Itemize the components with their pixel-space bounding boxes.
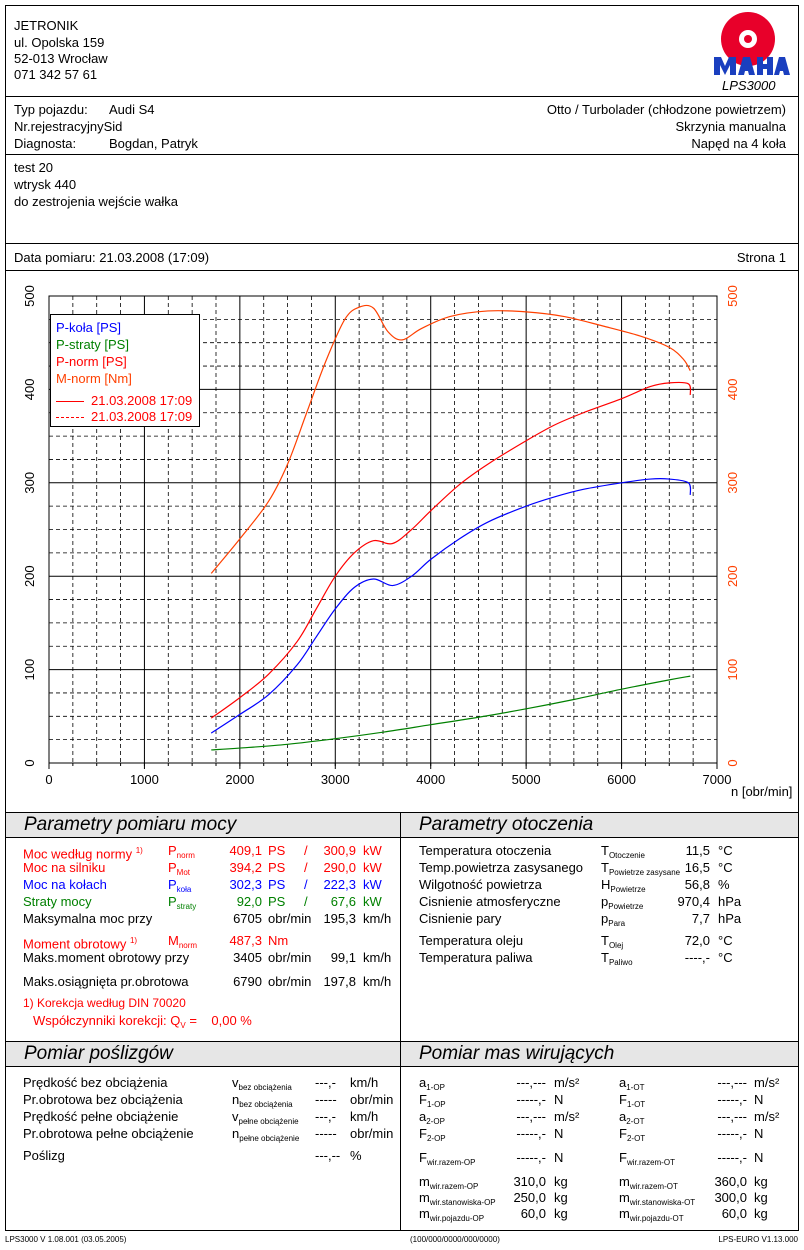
- symbol-subscript: 2-OT: [626, 1117, 645, 1126]
- ambient-row-label: Wilgotność powietrza: [419, 877, 542, 892]
- company-city: 52-013 Wrocław: [14, 51, 108, 66]
- rot-row-symbol: [619, 1174, 678, 1190]
- symbol: M: [168, 933, 179, 948]
- ambient-row-unit: °C: [718, 843, 733, 858]
- logo-model: LPS3000: [722, 78, 776, 93]
- symbol-subscript: straty: [176, 902, 197, 911]
- measurement-date: Data pomiaru: 21.03.2008 (17:09): [14, 250, 210, 265]
- symbol: a: [419, 1109, 427, 1124]
- rot-row-value: ---,---: [516, 1075, 546, 1090]
- symbol-subscript: 1-OT: [626, 1083, 645, 1092]
- symbol: m: [419, 1190, 430, 1205]
- divider: [5, 270, 799, 271]
- slip-row-value: -----: [315, 1092, 337, 1107]
- series-line-1: [211, 676, 690, 750]
- max-torque-rpm: 3405: [233, 950, 262, 965]
- slip-unit: %: [350, 1148, 362, 1163]
- company-name: JETRONIK: [14, 18, 79, 33]
- max-rpm-speed-unit: km/h: [363, 974, 392, 989]
- footnote-mark: 1): [135, 846, 143, 855]
- rot-row-unit: m/s²: [554, 1075, 580, 1090]
- slip-row-unit: obr/min: [350, 1092, 394, 1107]
- ambient-row-unit: °C: [718, 860, 733, 875]
- power-row-sep: /: [304, 843, 308, 858]
- legend-run: 21.03.2008 17:09: [91, 409, 193, 424]
- ambient-row-value: 72,0: [684, 933, 710, 948]
- power-row-unit2: kW: [363, 843, 382, 858]
- symbol: n: [232, 1126, 240, 1141]
- slip-row-label: Pr.obrotowa pełne obciążenie: [23, 1126, 194, 1141]
- series-line-3: [211, 305, 690, 573]
- slip-row-unit: km/h: [350, 1075, 379, 1090]
- divider: [5, 243, 799, 244]
- rot-row-unit: kg: [754, 1206, 768, 1221]
- rot-row-value: 60,0: [520, 1206, 546, 1221]
- ambient-row-value: 970,4: [677, 894, 710, 909]
- symbol-subscript: 2-OT: [626, 1134, 646, 1143]
- note-line: test 20: [14, 160, 54, 175]
- footnote-mark: 1): [129, 936, 138, 945]
- rot-row-value: 60,0: [721, 1206, 747, 1221]
- slip-title: Pomiar poślizgów: [6, 1042, 400, 1067]
- power-row-symbol: [168, 877, 191, 893]
- power-row-sep: /: [304, 894, 308, 909]
- rot-row-symbol: [619, 1109, 644, 1125]
- symbol: a: [419, 1075, 427, 1090]
- y-right-tick-label: 500: [725, 285, 740, 307]
- symbol: T: [601, 933, 609, 948]
- max-rpm-speed: 197,8: [323, 974, 356, 989]
- rot-row-value: ---,---: [717, 1109, 747, 1124]
- symbol-subscript: norm: [176, 851, 195, 860]
- rot-row-unit: N: [554, 1150, 564, 1165]
- rot-row-value: -----,-: [516, 1150, 546, 1165]
- symbol-subscript: bez obciążenia: [238, 1083, 292, 1092]
- rot-row-unit: kg: [754, 1174, 768, 1189]
- slip-row-label: Prędkość pełne obciążenie: [23, 1109, 179, 1124]
- rot-row-value: 310,0: [513, 1174, 546, 1189]
- symbol: F: [419, 1092, 427, 1107]
- symbol: a: [619, 1109, 627, 1124]
- ambient-row-symbol: [601, 950, 633, 966]
- ambient-row-symbol: [601, 894, 643, 910]
- legend-dashed-line: [56, 417, 84, 418]
- drive-type: Napęd na 4 koła: [691, 136, 786, 151]
- ambient-row-label: Cisnienie atmosferyczne: [419, 894, 561, 909]
- y-right-tick-label: 300: [725, 471, 740, 494]
- symbol-subscript: pełne obciążenie: [239, 1134, 300, 1143]
- symbol-subscript: wir.razem-OP: [426, 1158, 476, 1167]
- power-row-symbol: [168, 860, 190, 876]
- ambient-row-value: 56,8: [684, 877, 710, 892]
- max-rpm-label: Maks.osiągnięta pr.obrotowa: [23, 974, 189, 989]
- ambient-row-unit: hPa: [718, 894, 742, 909]
- symbol-subscript: Mot: [176, 868, 191, 877]
- series-line-2: [211, 382, 690, 718]
- power-row-unit2: kW: [363, 860, 382, 875]
- divider: [400, 812, 401, 1230]
- symbol-subscript: norm: [178, 941, 198, 950]
- power-row-sep: /: [304, 860, 308, 875]
- power-row-value1: 92,0: [236, 894, 262, 909]
- symbol-subscript: pełne obciążenie: [238, 1117, 299, 1126]
- vehicle-reg-label: [14, 119, 122, 135]
- rot-row-symbol: [619, 1092, 645, 1108]
- company-street: ul. Opolska 159: [14, 35, 105, 50]
- value-text: = 0,00 %: [185, 1013, 252, 1028]
- rot-row-symbol: [619, 1150, 675, 1166]
- rot-row-unit: kg: [754, 1190, 768, 1205]
- power-row-value2: 300,9: [323, 843, 356, 858]
- slip-row-value: ---,-: [315, 1075, 336, 1090]
- rot-row-symbol: [619, 1190, 695, 1206]
- slip-row-symbol: [232, 1109, 299, 1125]
- slip-value: ---,--: [315, 1148, 341, 1163]
- ambient-row-label: Temperatura paliwa: [419, 950, 533, 965]
- rot-row-value: 250,0: [513, 1190, 546, 1205]
- rot-row-symbol: [419, 1206, 484, 1222]
- symbol: P: [168, 894, 177, 909]
- symbol: m: [419, 1206, 430, 1221]
- symbol-subscript: wir.stanowiska-OT: [629, 1198, 696, 1207]
- power-row-value2: 222,3: [323, 877, 356, 892]
- symbol: F: [619, 1126, 627, 1141]
- gearbox-type: Skrzynia manualna: [675, 119, 786, 134]
- rot-row-unit: m/s²: [554, 1109, 580, 1124]
- ambient-title: Parametry otoczenia: [401, 813, 798, 838]
- footer-center: (100/000/0000/000/0000): [410, 1235, 500, 1244]
- power-row-unit2: kW: [363, 894, 382, 909]
- power-row-value1: 394,2: [229, 860, 262, 875]
- slip-row-value: -----: [315, 1126, 337, 1141]
- max-rpm-value: 6790: [233, 974, 262, 989]
- divider: [5, 154, 799, 155]
- power-row-unit2: kW: [363, 877, 382, 892]
- footer-right: LPS-EURO V1.13.000: [718, 1235, 798, 1244]
- torque-unit: Nm: [268, 933, 289, 948]
- slip-row-label: Prędkość bez obciążenia: [23, 1075, 168, 1090]
- y-left-tick-label: 200: [22, 565, 37, 588]
- power-row-unit1: PS: [268, 877, 286, 892]
- rot-row-unit: N: [554, 1092, 564, 1107]
- slip-row-value: ---,-: [315, 1109, 336, 1124]
- symbol-subscript: V: [180, 1021, 186, 1030]
- rot-row-symbol: [419, 1075, 445, 1091]
- y-left-tick-label: 0: [22, 759, 37, 767]
- power-row-value1: 302,3: [229, 877, 262, 892]
- rot-row-unit: m/s²: [754, 1109, 780, 1124]
- rot-row-unit: m/s²: [754, 1075, 780, 1090]
- ambient-row-unit: °C: [718, 950, 733, 965]
- ambient-row-symbol: [601, 843, 645, 859]
- symbol: T: [601, 950, 609, 965]
- symbol: F: [419, 1150, 427, 1165]
- x-tick-label: 1000: [129, 772, 159, 787]
- rot-row-value: -----,-: [717, 1126, 747, 1141]
- y-left-tick-label: 300: [22, 471, 37, 494]
- rot-row-value: ---,---: [516, 1109, 546, 1124]
- ambient-row-value: 7,7: [691, 911, 710, 926]
- symbol: T: [601, 843, 609, 858]
- power-row-label: [23, 877, 107, 893]
- max-torque-speed-unit: km/h: [363, 950, 392, 965]
- company-phone: 071 342 57 61: [14, 67, 98, 82]
- symbol: m: [619, 1174, 630, 1189]
- slip-row-label: Pr.obrotowa bez obciążenia: [23, 1092, 183, 1107]
- vehicle-type-label: Typ pojazdu:: [14, 102, 88, 117]
- x-tick-label: 3000: [320, 772, 350, 787]
- correction-note: 1) Korekcja według DIN 70020: [23, 996, 186, 1010]
- power-row-unit1: PS: [268, 894, 286, 909]
- symbol-subscript: bez obciążenia: [239, 1100, 293, 1109]
- reg-value-text: Sid: [103, 119, 123, 134]
- slip-row-symbol: [232, 1075, 292, 1091]
- power-row-symbol: [168, 894, 196, 910]
- power-row-value2: 195,3: [323, 911, 356, 926]
- rot-row-symbol: [619, 1126, 645, 1142]
- torque-symbol: [168, 933, 197, 949]
- torque-value: 487,3: [229, 933, 262, 948]
- x-axis-label: n [obr/min]: [731, 784, 793, 799]
- slip-row-symbol: [232, 1092, 293, 1108]
- y-right-tick-label: 100: [725, 658, 740, 681]
- legend-run: 21.03.2008 17:09: [91, 393, 193, 408]
- legend-entry: M-norm [Nm]: [56, 371, 132, 386]
- power-row-unit2: km/h: [363, 911, 392, 926]
- ambient-row-label: Temp.powietrza zasysanego: [419, 860, 584, 875]
- rot-row-value: -----,-: [717, 1150, 747, 1165]
- ambient-row-value: ----,-: [684, 950, 710, 965]
- symbol: H: [601, 877, 611, 892]
- engine-type: Otto / Turbolader (chłodzone powietrzem): [546, 102, 786, 117]
- symbol-subscript: Paliwo: [608, 958, 633, 967]
- note-line: wtrysk 440: [14, 177, 77, 192]
- footer-left: LPS3000 V 1.08.001 (03.05.2005): [5, 1235, 127, 1244]
- label-text: Moment obrotowy: [23, 936, 127, 952]
- chart-legend: [50, 314, 200, 427]
- legend-entry: P-norm [PS]: [56, 354, 127, 369]
- symbol-subscript: wir.razem-OT: [626, 1158, 675, 1167]
- x-tick-label: 7000: [702, 772, 732, 787]
- rot-row-unit: N: [754, 1092, 764, 1107]
- label-text: Straty mocy: [23, 894, 92, 909]
- x-tick-label: 6000: [607, 772, 637, 787]
- reg-label-text: Nr.rejestracyjny: [14, 119, 104, 134]
- page-number: Strona 1: [736, 250, 786, 265]
- max-torque-label: Maks.moment obrotowy przy: [23, 950, 190, 965]
- symbol-subscript: Powietrze zasysane: [608, 868, 681, 877]
- power-row-label: [23, 911, 152, 927]
- symbol: n: [232, 1092, 240, 1107]
- symbol: P: [168, 877, 177, 892]
- correction-factor: [33, 1013, 252, 1029]
- rot-row-unit: N: [754, 1126, 764, 1141]
- label-text: Maksymalna moc przy: [23, 911, 153, 926]
- power-row-label: [23, 860, 105, 876]
- note-line: do zestrojenia wejście wałka: [14, 194, 179, 209]
- rot-row-symbol: [419, 1190, 496, 1206]
- symbol-subscript: Powietrze: [608, 902, 644, 911]
- power-row-value1: 409,1: [229, 843, 262, 858]
- power-row-unit1: PS: [268, 860, 286, 875]
- rot-row-value: -----,-: [516, 1092, 546, 1107]
- label-text: Moc na kołach: [23, 877, 107, 892]
- symbol: m: [619, 1190, 630, 1205]
- ambient-row-symbol: [601, 911, 625, 927]
- power-params-title: Parametry pomiaru mocy: [6, 813, 400, 838]
- ambient-row-symbol: [601, 877, 646, 893]
- ambient-row-symbol: [601, 933, 623, 949]
- symbol-subscript: wir.pojazdu-OT: [629, 1214, 684, 1223]
- rot-row-value: 300,0: [714, 1190, 747, 1205]
- x-tick-label: 4000: [416, 772, 446, 787]
- max-torque-speed: 99,1: [330, 950, 356, 965]
- power-row-value1: 6705: [233, 911, 262, 926]
- label-text: Współczynniki korekcji: Q: [33, 1013, 181, 1028]
- power-row-label: [23, 894, 92, 910]
- y-right-tick-label: 400: [725, 378, 740, 401]
- ambient-row-value: 16,5: [684, 860, 710, 875]
- ambient-row-symbol: [601, 860, 680, 876]
- legend-entry: P-straty [PS]: [56, 337, 129, 352]
- symbol-subscript: 1-OP: [426, 1083, 445, 1092]
- max-rpm-unit: obr/min: [268, 974, 312, 989]
- symbol-subscript: wir.pojazdu-OP: [429, 1214, 485, 1223]
- power-row-unit1: obr/min: [268, 911, 312, 926]
- symbol: P: [168, 860, 177, 875]
- vehicle-type-value: Audi S4: [109, 102, 155, 117]
- symbol-subscript: wir.stanowiska-OP: [429, 1198, 496, 1207]
- symbol: a: [619, 1075, 627, 1090]
- symbol: F: [619, 1092, 627, 1107]
- rot-row-unit: N: [554, 1126, 564, 1141]
- ambient-row-unit: %: [718, 877, 730, 892]
- symbol: T: [601, 860, 609, 875]
- legend-entry: P-koła [PS]: [56, 320, 122, 335]
- diag-label: Diagnosta:: [14, 136, 77, 151]
- x-tick-label: 5000: [511, 772, 541, 787]
- symbol-subscript: Para: [608, 919, 626, 928]
- slip-row-unit: obr/min: [350, 1126, 394, 1141]
- ambient-row-unit: °C: [718, 933, 733, 948]
- rot-row-symbol: [419, 1092, 446, 1108]
- series-line-0: [211, 479, 690, 734]
- symbol: F: [619, 1150, 627, 1165]
- symbol-subscript: 1-OP: [426, 1100, 446, 1109]
- symbol: m: [619, 1206, 630, 1221]
- legend-solid-line: [56, 401, 84, 402]
- ambient-row-label: Temperatura oleju: [419, 933, 524, 948]
- y-right-tick-label: 0: [725, 759, 740, 767]
- divider: [5, 96, 799, 97]
- rot-row-value: -----,-: [717, 1092, 747, 1107]
- symbol-subscript: Otoczenie: [608, 851, 645, 860]
- label-text: Moc na silniku: [23, 860, 106, 875]
- y-left-tick-label: 400: [22, 378, 37, 401]
- rot-row-symbol: [419, 1126, 446, 1142]
- slip-row-unit: km/h: [350, 1109, 379, 1124]
- symbol: P: [168, 843, 177, 858]
- slip-row-symbol: [232, 1126, 299, 1142]
- rotating-title: Pomiar mas wirujących: [401, 1042, 798, 1067]
- symbol: F: [419, 1126, 427, 1141]
- ambient-row-label: Temperatura otoczenia: [419, 843, 552, 858]
- power-row-sep: /: [304, 877, 308, 892]
- ambient-row-unit: hPa: [718, 911, 742, 926]
- symbol: p: [601, 911, 609, 926]
- rot-row-unit: kg: [554, 1206, 568, 1221]
- rot-row-symbol: [619, 1075, 644, 1091]
- symbol-subscript: wir.razem-OP: [429, 1182, 479, 1191]
- y-left-tick-label: 100: [22, 658, 37, 681]
- power-row-unit1: PS: [268, 843, 286, 858]
- rot-row-symbol: [419, 1174, 478, 1190]
- ambient-row-value: 11,5: [685, 843, 710, 858]
- symbol: p: [601, 894, 609, 909]
- symbol-subscript: 2-OP: [426, 1117, 445, 1126]
- symbol: m: [419, 1174, 430, 1189]
- symbol-subscript: 1-OT: [626, 1100, 646, 1109]
- label-text: Moc według normy: [23, 846, 133, 862]
- rot-row-unit: N: [754, 1150, 764, 1165]
- rot-row-value: 360,0: [714, 1174, 747, 1189]
- max-torque-rpm-unit: obr/min: [268, 950, 312, 965]
- power-row-value2: 290,0: [323, 860, 356, 875]
- y-left-tick-label: 500: [22, 285, 37, 307]
- rot-row-value: ---,---: [717, 1075, 747, 1090]
- power-row-value2: 67,6: [330, 894, 356, 909]
- x-tick-label: 2000: [225, 772, 255, 787]
- rot-row-unit: kg: [554, 1190, 568, 1205]
- symbol-subscript: Powietrze: [610, 885, 646, 894]
- rot-row-unit: kg: [554, 1174, 568, 1189]
- x-tick-label: 0: [45, 772, 53, 787]
- symbol-subscript: wir.razem-OT: [629, 1182, 678, 1191]
- power-row-symbol: [168, 843, 195, 859]
- ambient-row-label: Cisnienie pary: [419, 911, 502, 926]
- rot-row-value: -----,-: [516, 1126, 546, 1141]
- rot-row-symbol: [419, 1150, 475, 1166]
- symbol-subscript: koła: [176, 885, 192, 894]
- rot-row-symbol: [419, 1109, 445, 1125]
- y-right-tick-label: 200: [725, 565, 740, 588]
- diag-value: Bogdan, Patryk: [109, 136, 198, 151]
- symbol: v: [232, 1109, 239, 1124]
- chart-series: [211, 305, 690, 749]
- slip-label: Poślizg: [23, 1148, 65, 1163]
- symbol-subscript: Olej: [608, 941, 624, 950]
- rot-row-symbol: [619, 1206, 684, 1222]
- symbol: v: [232, 1075, 239, 1090]
- symbol-subscript: 2-OP: [426, 1134, 446, 1143]
